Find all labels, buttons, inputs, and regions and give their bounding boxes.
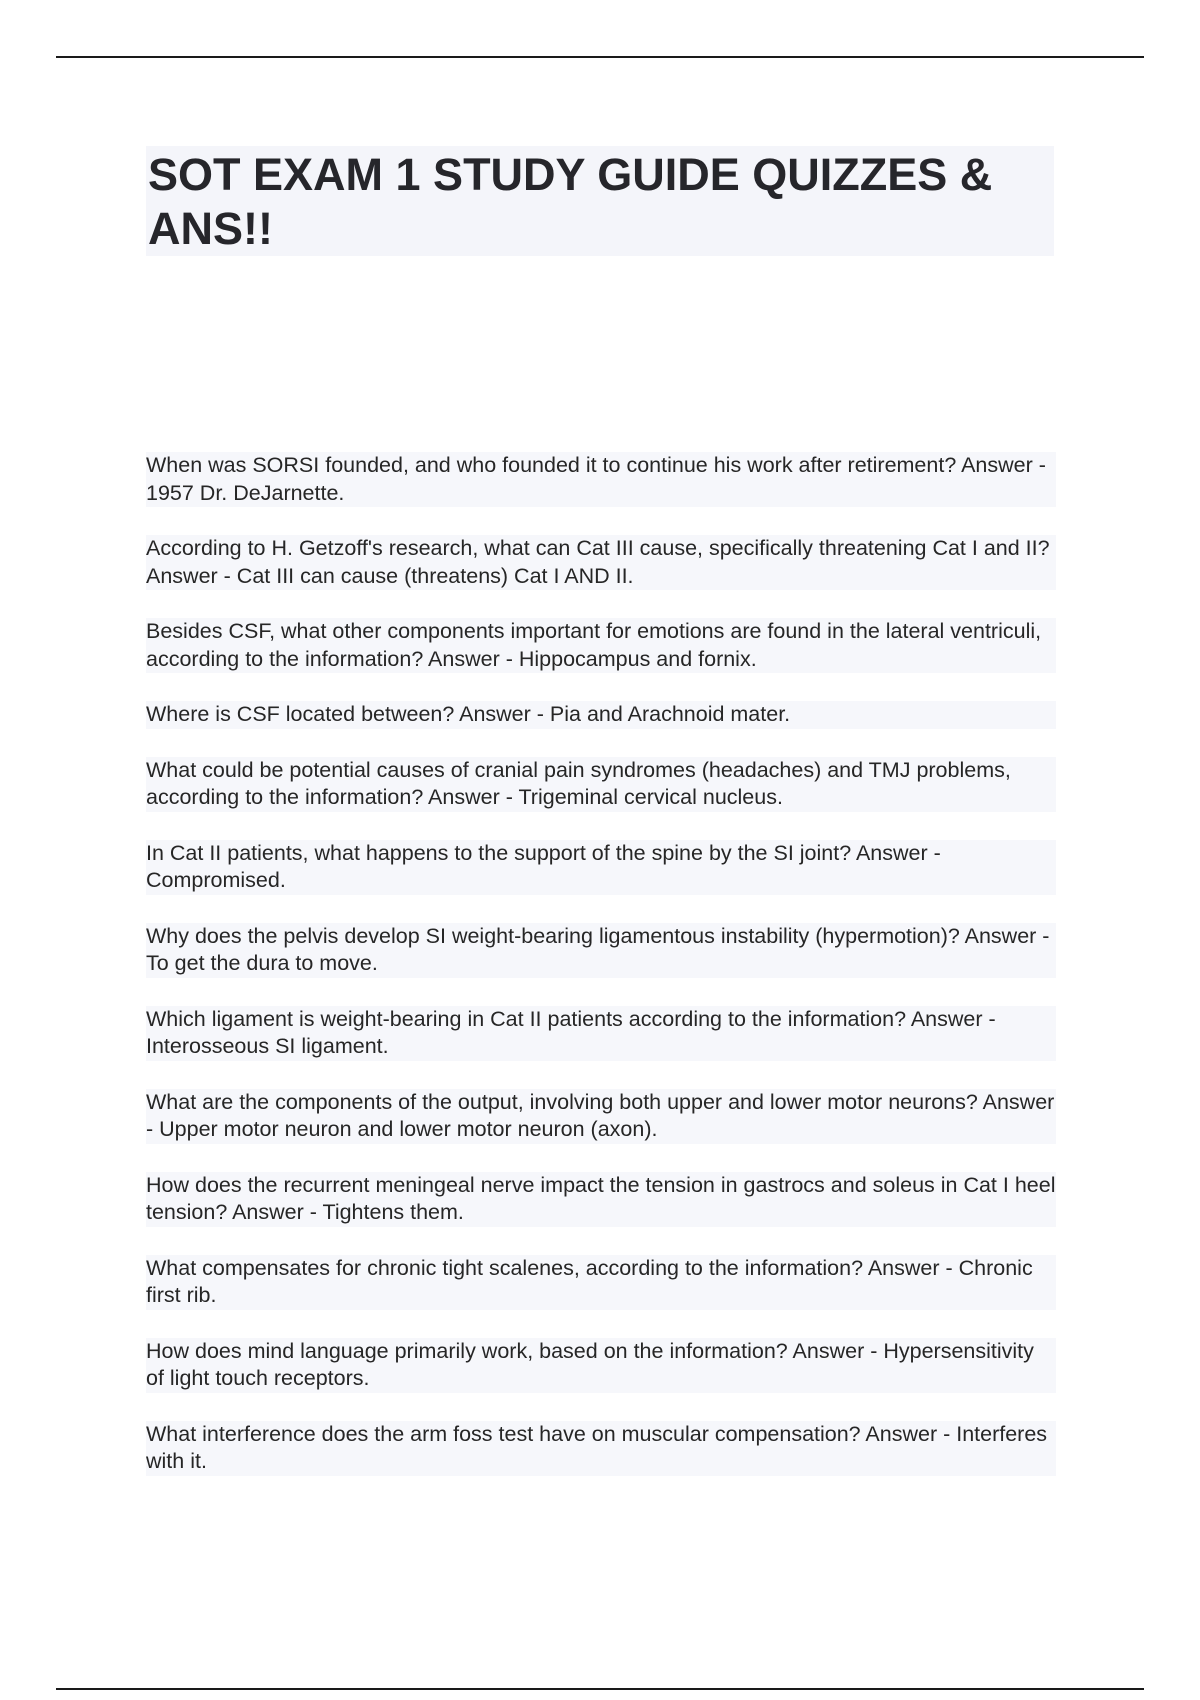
qa-item: What interference does the arm foss test have on muscular compensation? Answer - Interferes with it. [146, 1421, 1056, 1476]
qa-item: In Cat II patients, what happens to the support of the spine by the SI joint? Answer - Compromised. [146, 840, 1056, 895]
qa-list [146, 452, 1056, 1504]
qa-item: How does mind language primarily work, based on the information? Answer - Hypersensitivity of light touch receptors. [146, 1338, 1056, 1393]
title-block [146, 146, 1054, 256]
qa-item: According to H. Getzoff's research, what can Cat III cause, specifically threatening Cat I and II? Answer - Cat III can cause (threatens) Cat I AND II. [146, 535, 1056, 590]
qa-item: What are the components of the output, involving both upper and lower motor neurons? Answer - Upper motor neuron and lower motor neuron (axon). [146, 1089, 1056, 1144]
qa-item: Besides CSF, what other components important for emotions are found in the lateral ventriculi, according to the information? Answer - Hippocampus and fornix. [146, 618, 1056, 673]
qa-item: What could be potential causes of cranial pain syndromes (headaches) and TMJ problems, according to the information? Answer - Trigeminal cervical nucleus. [146, 757, 1056, 812]
qa-item: Why does the pelvis develop SI weight-bearing ligamentous instability (hypermotion)? Answer - To get the dura to move. [146, 923, 1056, 978]
qa-item: Which ligament is weight-bearing in Cat II patients according to the information? Answer - Interosseous SI ligament. [146, 1006, 1056, 1061]
bottom-rule [56, 1688, 1144, 1690]
qa-item: When was SORSI founded, and who founded it to continue his work after retirement? Answer - 1957 Dr. DeJarnette. [146, 452, 1056, 507]
qa-item: How does the recurrent meningeal nerve impact the tension in gastrocs and soleus in Cat I heel tension? Answer - Tightens them. [146, 1172, 1056, 1227]
qa-item: What compensates for chronic tight scalenes, according to the information? Answer - Chronic first rib. [146, 1255, 1056, 1310]
qa-item: Where is CSF located between? Answer - Pia and Arachnoid mater. [146, 701, 1056, 729]
top-rule [56, 56, 1144, 58]
page-title: SOT EXAM 1 STUDY GUIDE QUIZZES & ANS!! [148, 149, 993, 254]
